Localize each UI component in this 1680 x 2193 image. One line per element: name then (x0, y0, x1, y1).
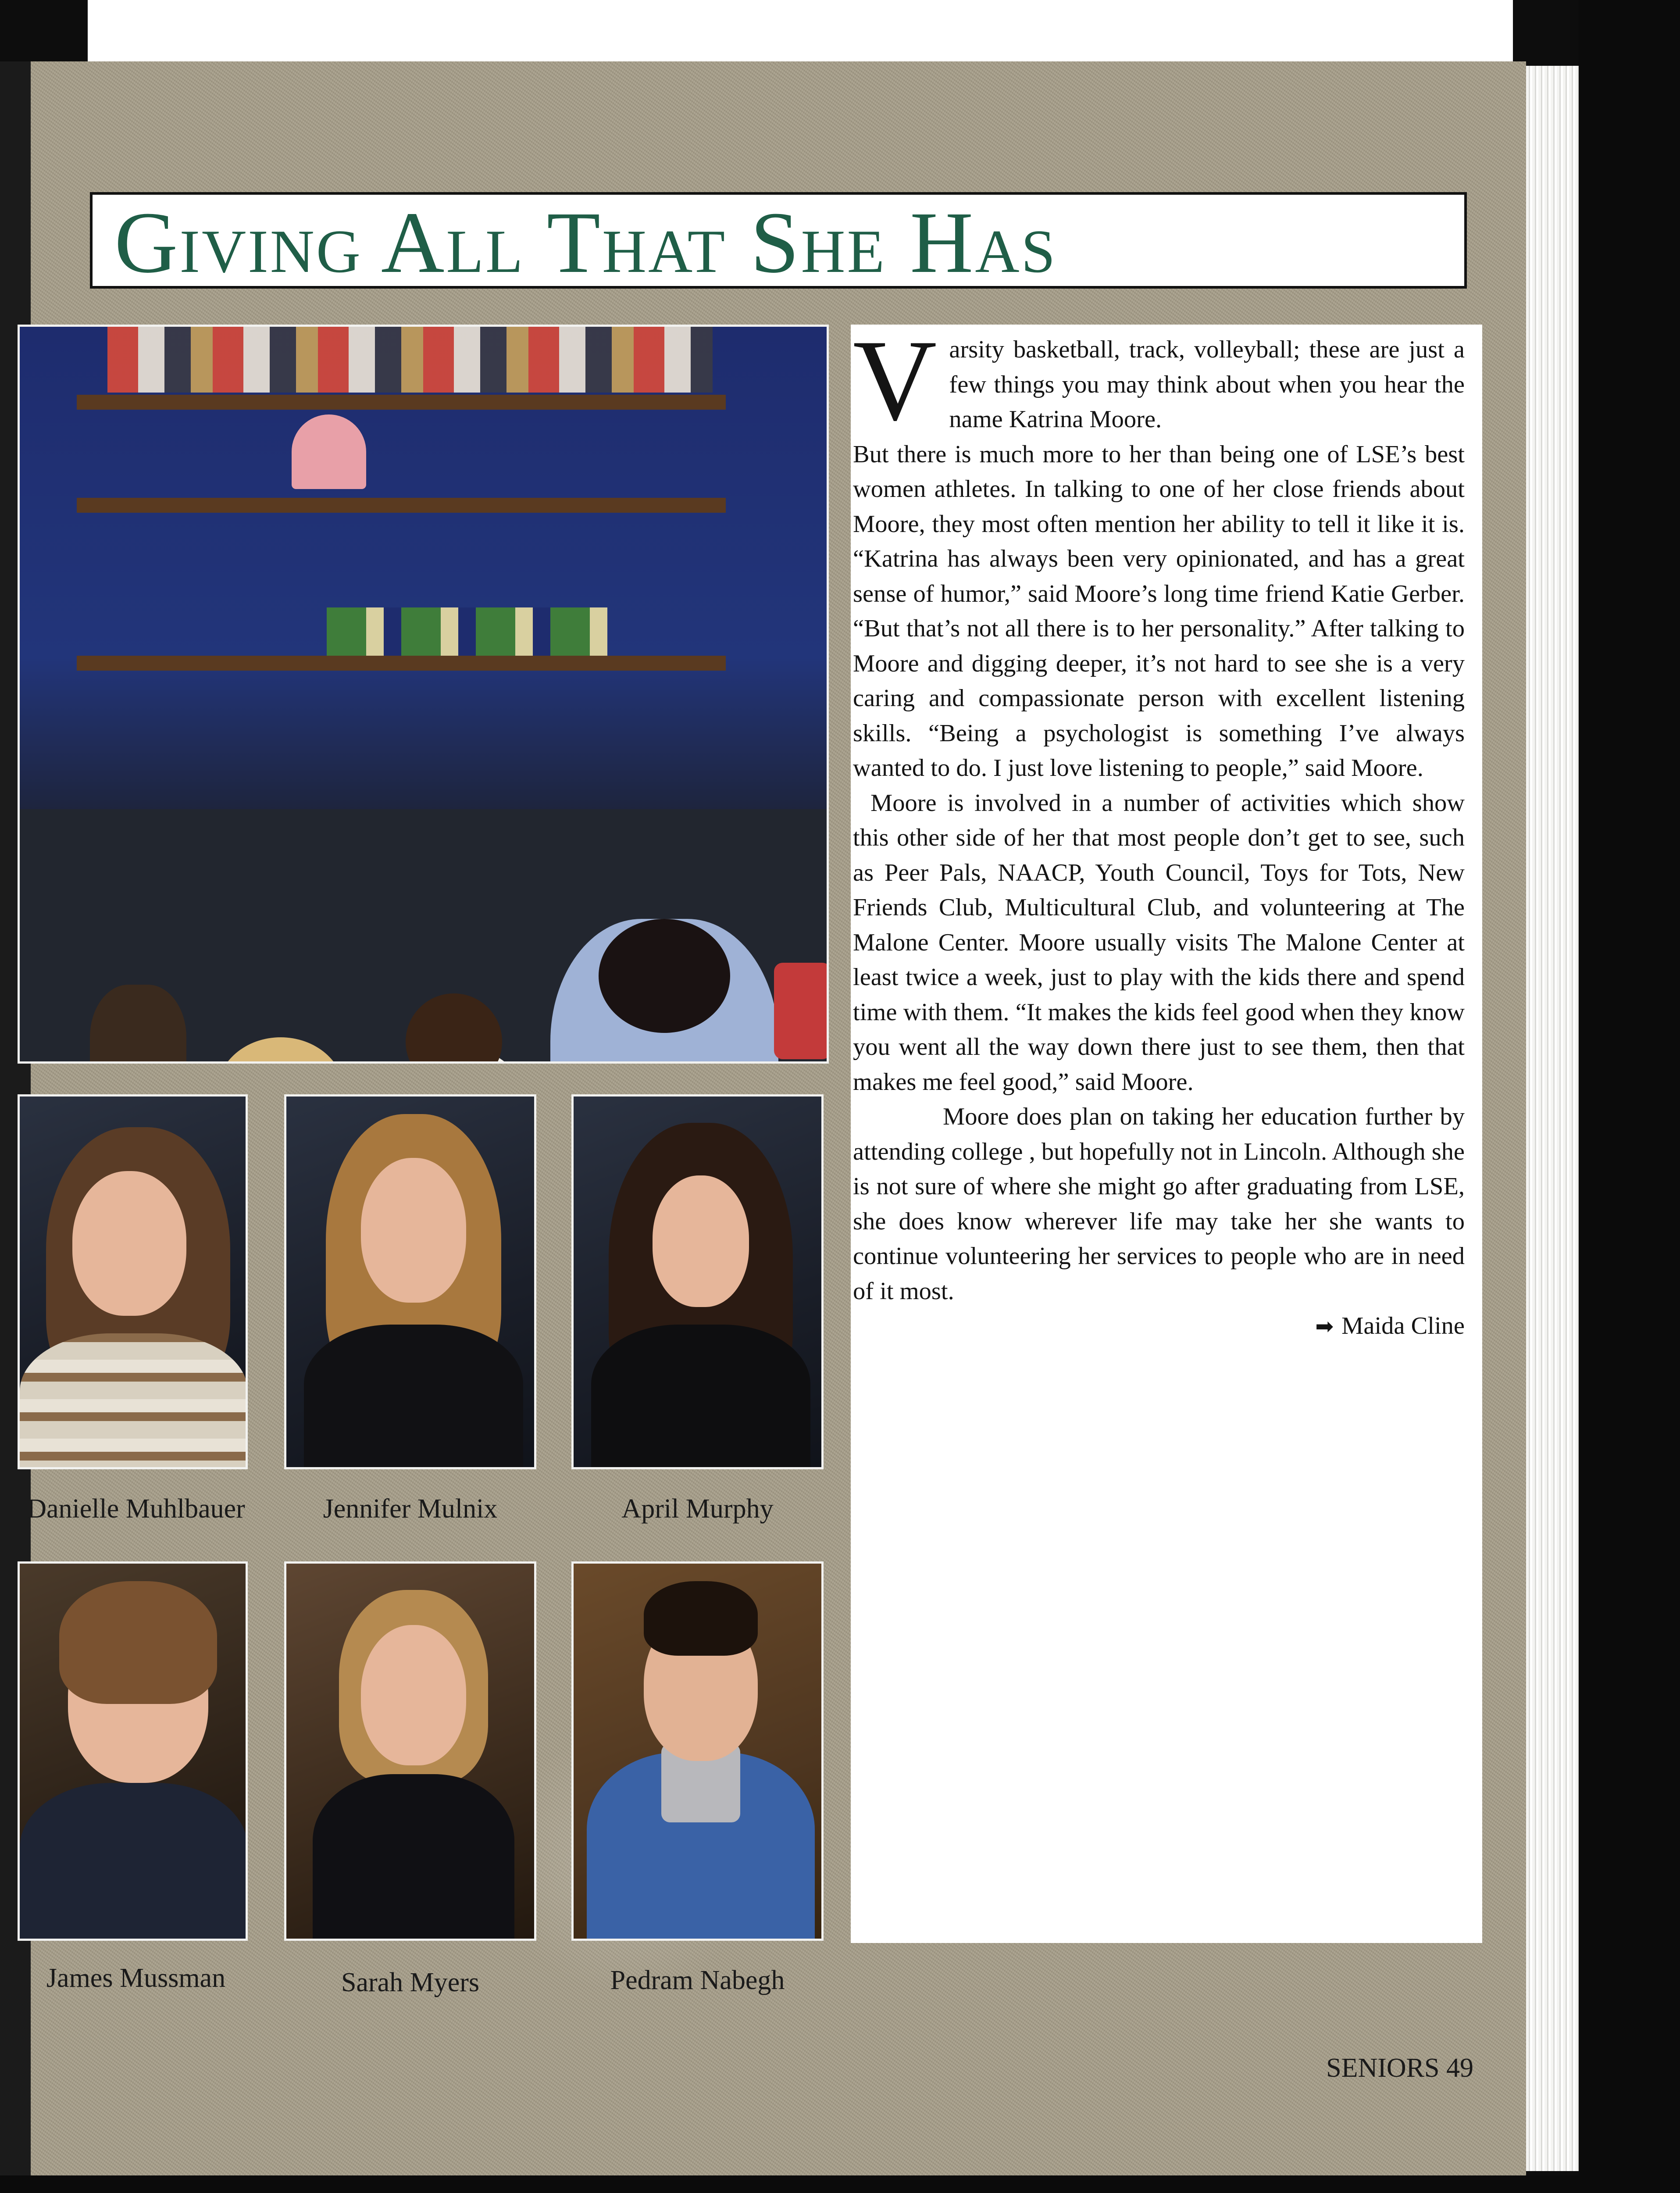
portrait-face (361, 1625, 466, 1765)
article-paragraph: Moore is involved in a number of activities which show this other side of her that most people don’t get to see, such as Peer Pals, NAACP, Youth Council, Toys for Tots, New Friends Club, Multicultural Club, and volunteering at The Malone Center. Moore usually visits The Malone Center at least twice a week, just to play with the kids there and spend time with them. “It makes the kids feel good when they know you went all the way down there just to see them, then that makes me feel good,” said Moore. (853, 789, 1465, 1096)
title-box (90, 192, 1467, 289)
article-paragraph: Moore does plan on taking her education further by attending college , but hopefully not in Lincoln. Although she is not sure of where she might go after graduating from LSE, she does know wherever life may take her she wants to continue volunteering her services to people who are in need of it most. (853, 1103, 1465, 1305)
child-figure (90, 985, 186, 1064)
toy-lamp (292, 414, 366, 489)
daycare-photo (18, 325, 829, 1064)
byline (853, 1309, 1465, 1344)
portrait-clothing (20, 1783, 248, 1941)
portrait-caption: Jennifer Mulnix (323, 1494, 498, 1524)
shelf (77, 395, 726, 410)
article-paragraph-text: arsity basketball, track, volleyball; these are just a few things you may think about when you hear the name Katrina Moore. (949, 336, 1465, 433)
arrow-right-icon: ➡ (1315, 1314, 1334, 1339)
portrait-caption: April Murphy (621, 1494, 774, 1524)
portrait-photo (284, 1094, 536, 1469)
page-top-margin (88, 0, 1513, 64)
portrait-clothing (304, 1325, 523, 1469)
scan-bottom-border (0, 2175, 1680, 2193)
portrait-clothing (591, 1325, 810, 1469)
article-body (853, 316, 1465, 1344)
page-edges (1526, 66, 1587, 2171)
red-toy (774, 963, 829, 1059)
portrait-photo (571, 1094, 824, 1469)
toy-trucks (327, 607, 607, 656)
article-paragraph: But there is much more to her than being one of LSE’s best women athletes. In talking to one of her close friends about Moore, they most often mention her ability to tell it like it is. “Katrina has always been very opinionated, and has a great sense of humor,” said Moore’s long time friend Katie Gerber. “But that’s not all there is to her personality.” After talking to Moore and digging deeper, it’s not hard to see she is a very caring and compassionate person with excellent listening skills. “Being a psychologist is something I’ve always wanted to do. I just love listening to people,” said Moore. (853, 440, 1465, 782)
drop-cap: V (853, 316, 937, 445)
portrait-clothing (20, 1333, 248, 1469)
portrait-caption: Sarah Myers (341, 1968, 480, 1997)
portrait-caption: Pedram Nabegh (610, 1965, 785, 1995)
article-paragraph (853, 316, 1465, 445)
page-number: SENIORS 49 (1326, 2053, 1473, 2083)
portrait-hair (644, 1581, 758, 1656)
stuffed-toys-shelf (107, 327, 713, 393)
page-title: Giving All That She Has (114, 194, 1057, 291)
shelf (77, 498, 726, 513)
portrait-caption: James Mussman (46, 1963, 226, 1993)
scan-right-border (1579, 0, 1680, 2193)
portrait-photo (284, 1561, 536, 1941)
portrait-photo (18, 1094, 248, 1469)
portrait-hair (59, 1581, 217, 1704)
portrait-face (653, 1175, 749, 1307)
byline-author: Maida Cline (1341, 1312, 1465, 1339)
portrait-photo (18, 1561, 248, 1941)
portrait-caption: Danielle Muhlbauer (27, 1494, 245, 1524)
shelf (77, 656, 726, 671)
portrait-face (72, 1171, 186, 1316)
portrait-clothing (313, 1774, 514, 1941)
volunteer-head (599, 919, 730, 1033)
portrait-photo (571, 1561, 824, 1941)
portrait-face (361, 1158, 466, 1303)
